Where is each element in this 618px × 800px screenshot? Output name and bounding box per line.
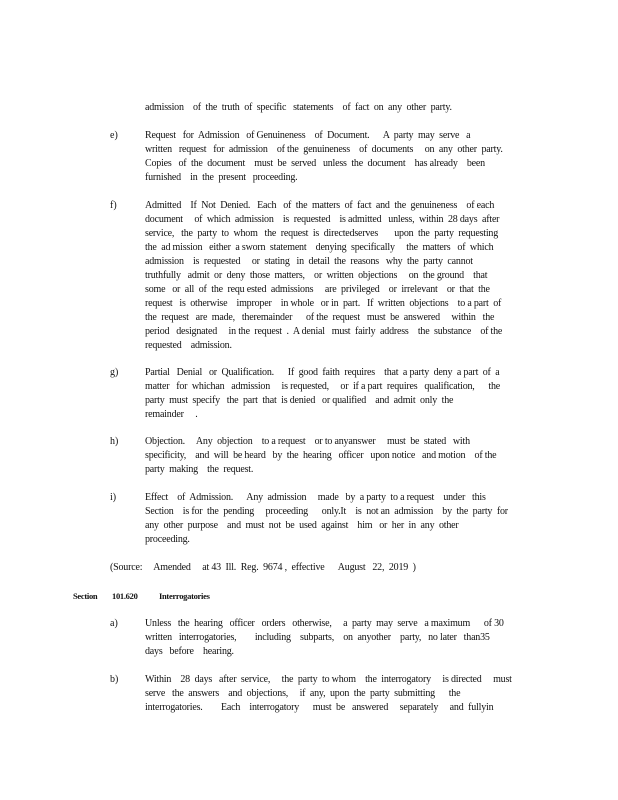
item-label-f: f) (110, 200, 117, 211)
source-note: (Source: Amended at 43 Ill. Reg. 9674 , effective August 22, 2019 ) (110, 562, 416, 573)
item-label-b: b) (110, 674, 119, 685)
item-a-line: days before hearing. (145, 646, 234, 657)
item-b-line: Within 28 days after service, the party to whom the interrogatory is directed must (145, 674, 512, 685)
item-e-line: Request for Admission of Genuineness of Document. A party may serve a (145, 130, 471, 141)
item-f-line: the request are made, theremainder of the request must be answered within the (145, 312, 495, 323)
item-f-line: document of which admission is requested is admitted unless, within 28 days after (145, 214, 500, 225)
item-f-line: Admitted If Not Denied. Each of the matters of fact and the genuineness of each (145, 200, 495, 211)
section-number: 101.620 (112, 591, 138, 601)
item-f-line: service, the party to whom the request is directedserves upon the party requesting (145, 228, 499, 239)
item-g-line: party must specify the part that is denied or qualified and admit only the (145, 395, 454, 406)
item-e-line: Copies of the document must be served unless the document has already been (145, 158, 485, 169)
item-g-line: Partial Denial or Qualification. If good faith requires that a party deny a part of a (145, 367, 500, 378)
item-i-line: proceeding. (145, 534, 190, 545)
section-title: Interrogatories (159, 591, 210, 601)
item-label-a: a) (110, 618, 118, 629)
item-f-line: some or all of the requ ested admissions are privileged or irrelevant or that the (145, 284, 490, 295)
item-f-line: the ad mission either a sworn statement denying specifically the matters of which (145, 242, 494, 253)
item-g-line: remainder . (145, 409, 198, 420)
item-h-line: specificity, and will be heard by the hearing officer upon notice and motion of the (145, 450, 497, 461)
item-f-line: period designated in the request . A denial must fairly address the substance of the (145, 326, 503, 337)
item-f-line: requested admission. (145, 340, 232, 351)
item-e-line: written request for admission of the genuineness of documents on any other party. (145, 144, 503, 155)
item-label-e: e) (110, 130, 118, 141)
item-i-line: Section is for the pending proceeding only.It is not an admission by the party for (145, 506, 508, 517)
item-label-g: g) (110, 367, 119, 378)
item-i-line: any other purpose and must not be used against him or her in any other (145, 520, 459, 531)
item-f-line: truthfully admit or deny those matters, or written objections on the ground that (145, 270, 488, 281)
section-heading-label: Section (73, 591, 98, 601)
item-a-line: written interrogatories, including subparts, on anyother party, no later than35 (145, 632, 490, 643)
item-e-line: furnished in the present proceeding. (145, 172, 298, 183)
item-g-line: matter for whichan admission is requested, or if a part requires qualification, the (145, 381, 501, 392)
item-a-line: Unless the hearing officer orders otherwise, a party may serve a maximum of 30 (145, 618, 504, 629)
item-f-line: admission is requested or stating in detail the reasons why the party cannot (145, 256, 473, 267)
item-label-i: i) (110, 492, 117, 503)
item-h-line: Objection. Any objection to a request or to anyanswer must be stated with (145, 436, 470, 447)
item-b-line: serve the answers and objections, if any, upon the party submitting the (145, 688, 461, 699)
item-f-line: request is otherwise improper in whole or in part. If written objections to a part of (145, 298, 502, 309)
item-label-h: h) (110, 436, 119, 447)
item-b-line: interrogatories. Each interrogatory must be answered separately and fullyin (145, 702, 494, 713)
intro-line: admission of the truth of specific statements of fact on any other party. (145, 102, 452, 113)
item-h-line: party making the request. (145, 464, 254, 475)
item-i-line: Effect of Admission. Any admission made by a party to a request under this (145, 492, 486, 503)
